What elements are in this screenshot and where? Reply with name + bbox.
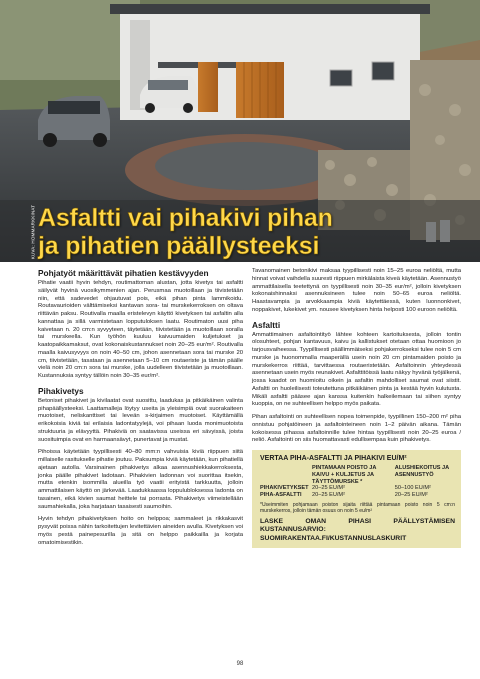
section-heading-asfaltti: Asfaltti: [252, 319, 281, 330]
title-line-1: Asfaltti vai pihakivi pihan: [38, 204, 333, 232]
paragraph-asfaltti-2: Pihan asfaltointi on suhteellisen nopea toimenpide, tyypillinen 150–200 m² piha onnistuu pohjatöineen ja asfaltointeineen noin 1–2 päivän aikana. Tämän kokoisessa pihassa asfaltoinnille tulee hintaa tyypillisesti noin 20–25 euroa / neliö. Asfaltointi on siis huomattavasti edullisempaa kuin pihakivetys.: [252, 414, 461, 444]
left-column: [38, 268, 243, 552]
row-value: 20–25 EU/M²: [312, 485, 345, 492]
photo-credit: KUVA: HOMMARKKINAT: [30, 204, 36, 260]
price-col-header-1: PINTAMAAN POISTO JA KAIVU + KULJETUS JA TÄYTTÖMURSKE *: [312, 465, 377, 485]
row-value: 20–25 EU/M²: [312, 492, 345, 499]
price-table-header: [260, 465, 455, 485]
title-line-2: ja pihatien päällysteeksi: [38, 232, 320, 260]
price-comparison-box: [252, 450, 461, 548]
row-label: PIHAKIVETYKSET: [260, 485, 309, 492]
table-row: [260, 492, 455, 499]
table-row: [260, 485, 455, 492]
row-value: 20–25 EU/M²: [394, 492, 428, 499]
section-heading-pihakivetys: Pihakivetys: [38, 385, 84, 396]
paragraph-pohjatyot: Pihatie vaatii hyvin tehdyn, routimattoman alustan, jotta kivetys tai asfaltti säilyvät hyvinä vuosikymmenien ajan. Perusmaa muotoillaan ja tiivistetään niin, että sadevedet ohjautuvat pois, eikä pihan pinta lammikoidu. Routavaurioiden välttämiseksi kantavan sora- tai murskekerroksen on oltava riittävän paksu. Routivalla maalla eristelevyn käyttö kivetyksen tai asfaltin alla kannattaa ja sillä varmistetaan lopputuloksen laatu. Routimaton uusi piha kaivetaan n. 20 cm:n syvyyteen, täytetään, tiivistetään ja muotoillaan soralla tai murskeella. Kun työhön kuuluu kaivuumaiden kuljetukset ja kaatopaikkamaksut, ovat kokonaiskustannukset noin 20–25 eur/m². Routivalla maalla kaivusyvyys on noin 40–50 cm, johon asennetaan sora tai murske 20 cm, tiivistetään, tasataan ja asennetaan 5–10 cm routaeriste ja tämän päälle vielä noin 20 cm:n sora tai murske, jolla uudelleen tiivistetään ja muotoillaan. Kustannuksia syntyy tällöin noin 30–35 eur/m².: [38, 280, 243, 379]
cost-calculator-cta: LASKE OMAN PIHASI PÄÄLLYSTÄMISEN KUSTANNUSARVIO: SUOMIRAKENTAA.FI/KUSTANNUSLASKURIT: [260, 517, 455, 542]
row-label: PIHA-ASFALTTI: [260, 492, 302, 499]
paragraph-pihakivetys-3: Hyvin tehdyn pihakivetyksen hoito on helppoa; sammaleet ja rikkakasvit pysyvät poissa nähin tarkoitettujen levitettävien aineiden avulla. Kivetyksen voi myös pestä painepesurilla ja sitä on helppo paikkailla ja korjata omatoimisestikin.: [38, 516, 243, 546]
paragraph-asfaltti-1: Ammattimainen asfaltointityö lähtee kohteen kartoituksesta, jolloin tontin olosuhteet, pohjan kantavuus, kaivu ja kallistukset otetaan ottaa huomioon jo tarjousvaiheessa. Tyypillisesti päällimmäiseksi pohjakerrokseksi tulee noin 5 cm murske ja huonommalla maaperällä usein noin 20 cm pintamaiden poisto ja murskekerros riittää, tarvittaessa routaeristetään. Asfaltoinnin yhteydessä asennetaan usein myös reunakivet. Asfalttitöissä laatu näkyy hyvänä työjälkenä, jossa kaadot on huomioitu oikein ja asfaltin mahdolliset saumat ovat siistit. Asfaltti on huoleilisesti toteutettuna pitkäikäinen pinta ja kestää hyvin kulutusta. Mikäli asfaltti pääsee ajan kanssa kuitenkin halkeilemaan tai siihen syntyy kuoppia, on ne suhteellisen helppo myös paikata.: [252, 331, 461, 408]
section-heading-pohjatyot: Pohjatyöt määrittävät pihatien kestävyyden: [38, 268, 209, 278]
price-col-header-2: ALUSHIEKOITUS JA ASENNUSTYÖ: [394, 465, 449, 478]
paragraph-kivi-hinta: Tavanomainen betonikivi maksaa tyypillisesti noin 15–25 euroa neliöltä, mutta hinnat voivat vaihdella suuresti riippuen mirkälaista kiveä käytetään. Asennustyö ammattilaisella teetettynä on tyypillisesti noin 30–35 eur/m², jolloin kivetyksen kokonaishinnaksi asennuksineen tulee noin 50–65 euroa neliöltä. Haastavampia ja arvokkaampia kiviä käytettäessä, kuten luonnonkivet, noppakivet, lukekivet ym. nousee kivetyksen hinta helposti 100 euroon neliöltä.: [252, 268, 461, 313]
right-column: [252, 268, 461, 548]
paragraph-pihakivetys-2: Pihoissa käytetään tyypillisesti 40–80 mm:n vahvuisia kiviä riippuen siitä millaiselle rasitukselle pihatie joutuu. Paksumpia kiviä käytetään, kun pihatiellä ajetaan autolla. Varsinainen pihakivetys alkaa asennushiekkakerroksesta, jonka päälle pihakivet ladotaan. Pihakivien ladonnan voi suorittaa itsekin, mutta etenkin isommilla alueilla työ vaatii erityistä tarkkuutta, jolloin ammattilaisen käyttö on järkevää. Laadukkaassa loppulubloksessa ladonta on tasainen, eikä kivien saumat heittele tai porrasta. Pihakivetys viimeistellään saumahiekalla, joka harjataan tasaisesti saumoihin.: [38, 449, 243, 510]
row-value: 50–100 EU/M²: [394, 485, 431, 492]
price-box-title: VERTAA PIHA-ASFALTTI JA PIHAKIVI EU/M²: [260, 455, 407, 462]
paragraph-pihakivetys-1: Betoniset pihakivet ja kivilaatat ovat suosittu, laadukas ja pitkäikäinen valinta pihapäällysteeksi. Laattamalleja löytyy useita ja yleisimpiä ovat suorakaiteen muotoiset, neliskanttiset tai leveän s-kirjaimen muotoiset. Käyttämällä erikokoisia kiviä tai erilaisia ladontatyylejä, voi pihaan luoda monimuotoista struktuuria ja elävyyttä. Pihakiviä on saatavissa useissa eri sävyissä, joista suosituimpia ovat en harmaansävyt, punertavat ja mustat.: [38, 397, 243, 443]
page-number: 98: [236, 661, 244, 667]
page-title: [38, 204, 468, 260]
price-footnote: *Useimmiten pohjamaan poiston sijaita riittää pintamaan poisto noin 5 cm:n murskekerros, jolloin tämän osuus on noin 5 eu/m²: [260, 501, 455, 515]
price-table: [260, 465, 455, 499]
